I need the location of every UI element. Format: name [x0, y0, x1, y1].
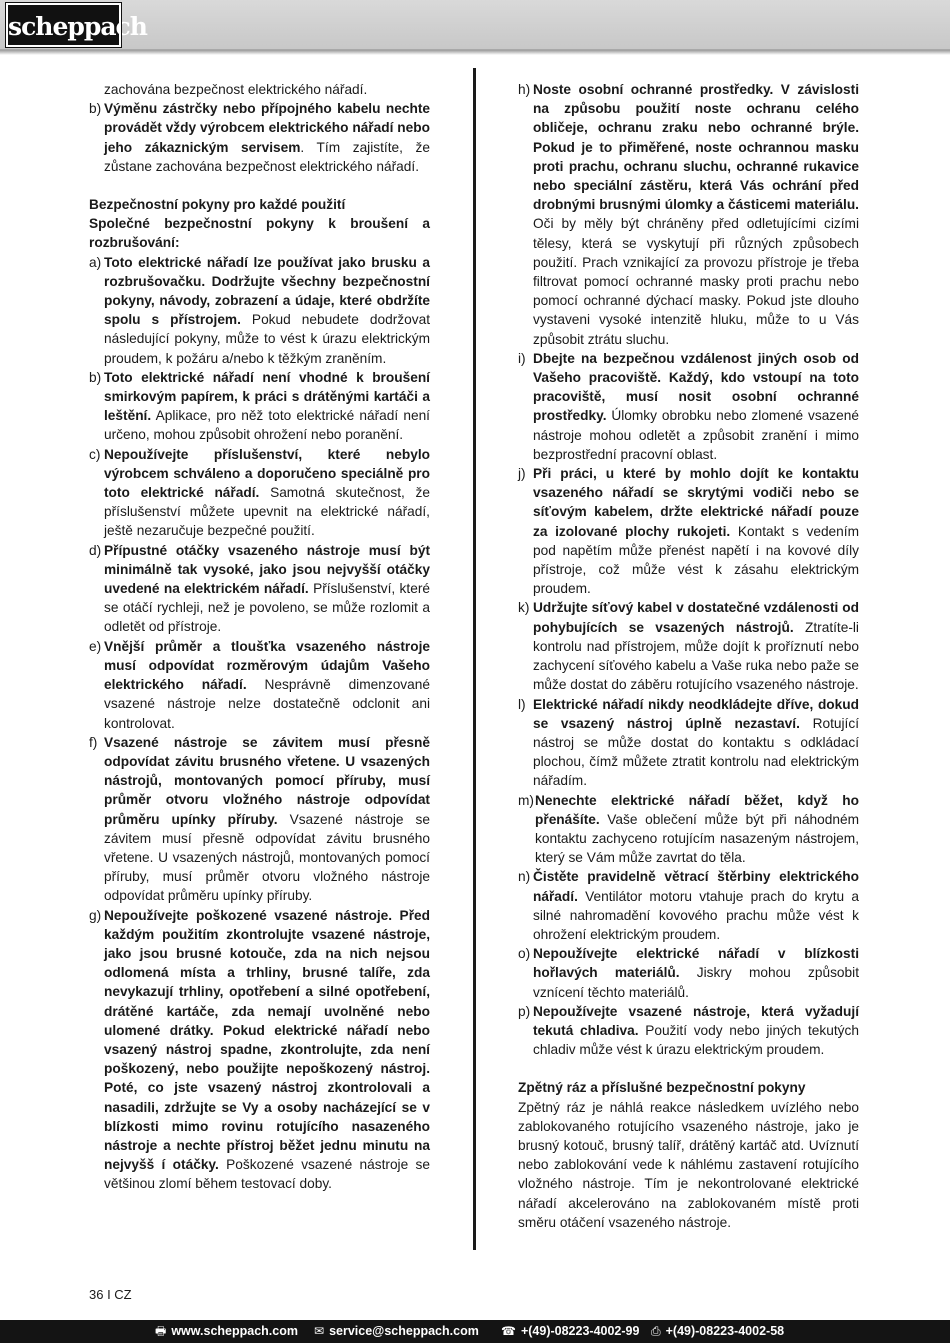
- item-normal-text: Nesprávně dimenzované vsazené nástroje nelze dostatečně odclonit ani kontrolovat.: [104, 677, 430, 731]
- item-normal-text: Vsazené nástroje se závitem musí přesně odpovídat závitu brusného vřetene. U vsazených nástrojů, montovaných pomocí příruby, musí průměr otvoru vložného nástroje odpovídat průměru upínky příruby.: [104, 811, 431, 904]
- item-text: [104, 906, 430, 1194]
- section-heading: Bezpečnostní pokyny pro každé použití: [89, 197, 346, 213]
- item-bold-text: Elektrické nářadí nikdy neodkládejte dříve, dokud se vsazený nástroj úplně nezastaví.: [533, 696, 859, 731]
- footer-email[interactable]: [314, 1320, 479, 1343]
- monitor-icon: 🖶: [155, 1324, 167, 1338]
- list-item: [89, 541, 430, 637]
- item-bold-text: Při práci, u které by mohlo dojít ke kontaktu vsazeného nářadí se skrytými vodiči nebo se síťovým kabelem, držte elektrické nářadí pouze za izolované plochy rukojeti.: [533, 466, 859, 539]
- footer-fax: [651, 1320, 784, 1343]
- item-normal-text: Jiskry mohou způsobit vznícení těchto materiálů.: [533, 965, 859, 1000]
- item-bold-text: Noste osobní ochranné prostředky. V závislosti na způsobu použití noste ochranu celého obličeje, ochranu zraku nebo ochranné brýle. Pokud je to přiměřené, noste ochrannou masku proti prachu, ochranu sluchu, ochranné rukavice nebo speciální zástěru, která Vás ochrání před drobnými brusnými úlomky a částicemi materiálu.: [533, 82, 859, 213]
- list-item: [518, 791, 859, 868]
- email-link[interactable]: service@scheppach.com: [329, 1324, 479, 1338]
- list-item: [518, 598, 859, 694]
- item-normal-text: Použití vody nebo jiných tekutých chladiv může vést k úrazu elektrickým proudem.: [533, 1022, 859, 1058]
- item-label: g): [89, 907, 102, 923]
- item-text: [104, 637, 430, 733]
- item-text: [104, 368, 430, 445]
- item-label: b): [89, 101, 102, 117]
- item-label: n): [518, 869, 531, 885]
- item-text: [104, 541, 430, 637]
- item-text: [533, 695, 859, 791]
- item-label: l): [518, 696, 526, 712]
- item-bold-text: Nepoužívejte poškozené vsazené nástroje. Před každým použitím zkontrolujte vsazené nástroje, jako jsou brusné kotouče, zda na nich nejsou odlomená místa a trhliny, brusné talíře, zda nevykazují trhliny, opotřebení a silné opotřebení, drátěné kartáče, zda nemají uvolněné nebo ulomené drátky. Pokud elektrické nářadí nebo vsazený nástroj spadne, zkontrolujte, zda není poškozený, nebo použijte nepoškozený nástroj. Poté, co jste vsazený nástroj zkontrolovali a nasadili, zdržujte se Vy a osoby nacházející se v blízkosti mimo rovinu rotujícího nasazeného nástroje a nechte přístroj běžet jednu minutu na nejvyšš í otáčky.: [104, 907, 430, 1173]
- item-label: k): [518, 600, 530, 616]
- item-normal-text: Samotná skutečnost, že příslušenství můžete upevnit na elektrické nářadí, ještě nezaručuje bezpečné použití.: [104, 485, 430, 539]
- list-item: [518, 1002, 859, 1060]
- item-normal-text: Vaše oblečení může být při náhodném kontaktu zachyceno rotujícím nasazeným nástrojem, který se Vám může zavrtat do těla.: [535, 811, 859, 866]
- item-normal-text: Rotující nástroj se může dostat do kontaktu s odkládací plochou, čímž můžete ztratit kontrolu nad elektrickým nářadím.: [533, 715, 859, 789]
- list-item: [518, 867, 859, 944]
- intro-continuation: zachována bezpečnost elektrického nářadí.: [104, 82, 368, 97]
- item-normal-text: Ventilátor motoru vtahuje prach do krytu a silné nahromadění kovového prachu může vést k ohrožení elektrickým proudem.: [533, 888, 859, 942]
- item-bold-text: Toto elektrické nářadí lze používat jako brusku a rozbrušovačku. Dodržujte všechny bezpečnostní pokyny, návody, zobrazení a údaje, které obdržíte spolu s přístrojem.: [104, 254, 430, 328]
- list-item: [518, 349, 859, 464]
- item-text: [104, 99, 430, 176]
- item-label: j): [518, 466, 526, 482]
- footer-website[interactable]: [155, 1320, 298, 1343]
- item-text: [533, 80, 859, 349]
- item-label: d): [89, 542, 102, 558]
- item-text: [533, 464, 859, 598]
- footer-bar: [0, 1320, 950, 1343]
- item-normal-text: . Tím zajistíte, že zůstane zachována bezpečnost elektrického nářadí.: [104, 139, 430, 174]
- item-bold-text: Udržujte síťový kabel v dostatečné vzdálenosti od pohybujících se vsazených nástrojů.: [533, 600, 859, 635]
- section-subheading: Společné bezpečnostní pokyny k broušení a rozbrušování:: [89, 216, 430, 251]
- item-normal-text: Oči by měly být chráněny před odletujícími cizími tělesy, která se vyskytují při různých způsobech použití. Prach vznikající za provozu přístroje je třeba filtrovat pomocí ochranné masky proti prachu nebo pomocí ochranné dýchací masky. Pokud jste dlouho vystaveni vysoké intenzitě hluku, může to u Vás způsobit ztrátu sluchu.: [533, 216, 859, 347]
- item-normal-text: Kontakt s vedením pod napětím může přenést napětí i na kovové díly přístroje, což může vést k zásahu elektrickým proudem.: [533, 523, 859, 597]
- list-item: [518, 695, 859, 791]
- list-item: [518, 944, 859, 1002]
- item-label: h): [518, 82, 531, 97]
- section-heading: Zpětný ráz a příslušné bezpečnostní pokyny: [518, 1080, 806, 1096]
- item-text: [533, 944, 859, 1002]
- list-item: [89, 445, 430, 541]
- item-label: a): [89, 254, 102, 270]
- item-bold-text: Nenechte elektrické nářadí běžet, když ho přenášíte.: [535, 792, 859, 827]
- header-shadow: [0, 50, 950, 55]
- item-bold-text: Výměnu zástrčky nebo přípojného kabelu nechte provádět vždy výrobcem elektrického nářadí nebo jeho zákaznickým servisem: [104, 101, 430, 155]
- list-item: [89, 637, 430, 733]
- section-paragraph: Zpětný ráz je náhlá reakce následkem uvízlého nebo zablokovaného rotujícího vsazeného nástroje, jako je brusný kotouč, brusný talíř, drátěný kartáč atd. Uvíznutí nebo zablokování vede k náhlému zastavení rotujícího vložného nástroje. Tím je nekontrolované elektrické nářadí akcelerováno na zablokovaném místě proti směru otáčení vsazeného nástroje.: [518, 1099, 859, 1230]
- item-bold-text: Nepoužívejte příslušenství, které nebylo výrobcem schváleno a doporučeno speciálně pro toto elektrické nářadí.: [104, 446, 430, 501]
- item-bold-text: Nepoužívejte elektrické nářadí v blízkosti hořlavých materiálů.: [533, 946, 859, 981]
- item-normal-text: Pokud nebudete dodržovat následující pokyny, může to vést k úrazu elektrickým proudem, k požáru a/nebo k těžkým zraněním.: [104, 312, 430, 366]
- item-text: [535, 791, 859, 868]
- page-number: 36 I CZ: [89, 1287, 132, 1302]
- phone-icon: ☎: [501, 1324, 516, 1338]
- item-text: [533, 598, 859, 694]
- item-label: e): [89, 638, 102, 654]
- item-label: m): [518, 792, 534, 808]
- column-divider: [473, 68, 476, 1250]
- item-label: b): [89, 369, 102, 385]
- item-text: [104, 253, 430, 368]
- website-link[interactable]: www.scheppach.com: [171, 1324, 298, 1338]
- list-item: [518, 464, 859, 598]
- list-item: [89, 368, 430, 445]
- phone-number: +(49)-08223-4002-99: [520, 1324, 640, 1338]
- fax-number: +(49)-08223-4002-58: [665, 1324, 785, 1338]
- scheppach-logo: scheppach: [6, 3, 121, 47]
- fax-icon: ⎙: [651, 1324, 661, 1338]
- item-normal-text: Poškozené vsazené nástroje se většinou zlomí během testovací doby.: [104, 1157, 430, 1192]
- item-text: [533, 349, 859, 464]
- footer-phone: [501, 1320, 639, 1343]
- item-normal-text: Úlomky obrobku nebo zlomené vsazené nástroje mohou odletět a způsobit zranění i mimo bezprostřední pracovní oblast.: [533, 408, 859, 462]
- list-item: [89, 906, 430, 1194]
- list-item: [89, 99, 430, 176]
- item-bold-text: Dbejte na bezpečnou vzdálenost jiných osob od Vašeho pracoviště. Každý, kdo vstoupí na toto pracoviště, musí nosit osobní ochranné prostředky.: [533, 350, 859, 424]
- list-item: [89, 253, 430, 368]
- item-normal-text: Příslušenství, které se otáčí rychleji, než je povoleno, se může rozlomit a odletět od přístroje.: [104, 581, 430, 635]
- item-label: c): [89, 446, 101, 462]
- item-bold-text: Přípustné otáčky vsazeného nástroje musí být minimálně tak vysoké, jako jsou nejvyšší otáčky uvedené na elektrickém nářadí.: [104, 542, 430, 597]
- item-normal-text: Aplikace, pro něž toto elektrické nářadí není určeno, mohou způsobit ohrožení nebo poranění.: [104, 408, 430, 443]
- item-bold-text: Vnější průměr a tloušťka vsazeného nástroje musí odpovídat rozměrovým údajům Vašeho elektrického nářadí.: [104, 638, 430, 693]
- item-text: [104, 733, 430, 906]
- item-bold-text: Vsazené nástroje se závitem musí přesně odpovídat závitu brusného vřetene. U vsazených nástrojů, montovaných pomocí příruby, musí průměr otvoru vložného nástroje odpovídat průměru upínky příruby.: [104, 734, 430, 827]
- item-text: [533, 867, 859, 944]
- item-label: i): [518, 350, 526, 366]
- header-bar: [0, 0, 950, 50]
- item-label: p): [518, 1003, 531, 1019]
- right-column: [518, 80, 859, 1232]
- item-bold-text: Toto elektrické nářadí není vhodné k broušení smirkovým papírem, k práci s drátěnými kartáči a leštění.: [104, 369, 430, 424]
- item-normal-text: Ztratíte-li kontrolu nad přístrojem, může dojít k proříznutí nebo zachycení síťového kabelu a Vaše ruka nebo paže se může dostat do záběru rotujícího vsazeného nástroje.: [533, 619, 859, 693]
- item-text: [533, 1002, 859, 1060]
- list-item: [518, 80, 859, 349]
- item-bold-text: Čistěte pravidelně větrací štěrbiny elektrického nářadí.: [533, 869, 859, 904]
- envelope-icon: ✉: [314, 1324, 325, 1338]
- left-column: [89, 80, 430, 1194]
- item-label: o): [518, 946, 531, 962]
- item-label: f): [89, 734, 98, 750]
- list-item: [89, 733, 430, 906]
- item-text: [104, 445, 430, 541]
- item-bold-text: Nepoužívejte vsazené nástroje, která vyžadují tekutá chladiva.: [533, 1003, 859, 1038]
